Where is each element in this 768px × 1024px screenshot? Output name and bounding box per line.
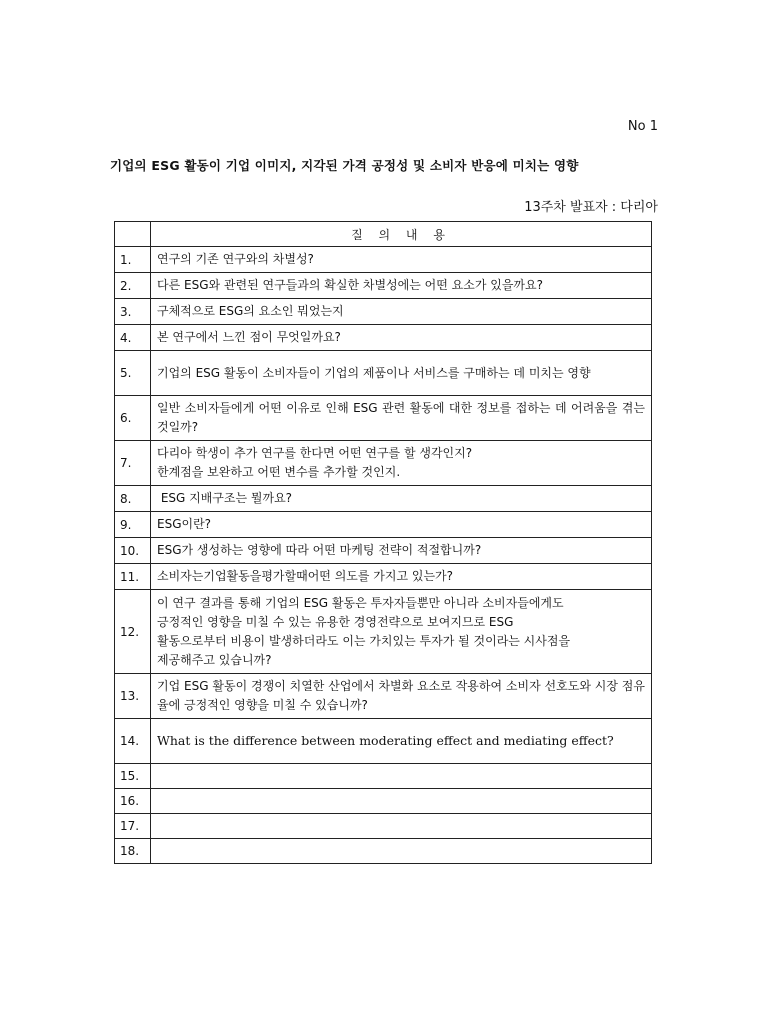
- row-number: 14.: [115, 719, 151, 764]
- number-column-header: [115, 222, 151, 247]
- row-number: 2.: [115, 273, 151, 299]
- row-number: 4.: [115, 325, 151, 351]
- question-text: 다리아 학생이 추가 연구를 한다면 어떤 연구를 할 생각인지? 한계점을 보완하고 어떤 변수를 추가할 것인지.: [151, 441, 652, 486]
- question-text: 기업의 ESG 활동이 소비자들이 기업의 제품이나 서비스를 구매하는 데 미치는 영향: [151, 351, 652, 396]
- table-row: [115, 674, 652, 719]
- table-row: [115, 325, 652, 351]
- question-text: ESG이란?: [151, 512, 652, 538]
- table-row: [115, 590, 652, 674]
- table-row: [115, 351, 652, 396]
- question-column-header: 질 의 내 용: [151, 222, 652, 247]
- row-number: 1.: [115, 247, 151, 273]
- question-text: 다른 ESG와 관련된 연구들과의 확실한 차별성에는 어떤 요소가 있을까요?: [151, 273, 652, 299]
- question-text: 기업 ESG 활동이 경쟁이 치열한 산업에서 차별화 요소로 작용하여 소비자 선호도와 시장 점유율에 긍정적인 영향을 미칠 수 있습니까?: [151, 674, 652, 719]
- row-number: 7.: [115, 441, 151, 486]
- row-number: 9.: [115, 512, 151, 538]
- question-text[interactable]: [151, 814, 652, 839]
- row-number: 6.: [115, 396, 151, 441]
- question-text: 구체적으로 ESG의 요소인 뭐었는지: [151, 299, 652, 325]
- row-number: 13.: [115, 674, 151, 719]
- question-text: ESG 지배구조는 뭘까요?: [151, 486, 652, 512]
- row-number: 18.: [115, 839, 151, 864]
- table-row: [115, 814, 652, 839]
- document-number: No 1: [627, 119, 658, 134]
- question-text: 연구의 기존 연구와의 차별성?: [151, 247, 652, 273]
- question-text: 이 연구 결과를 통해 기업의 ESG 활동은 투자자들뿐만 아니라 소비자들에게도 긍정적인 영향을 미칠 수 있는 유용한 경영전략으로 보여지므로 ESG 활동으로부터 비용이 발생하더라도 이는 가치있는 투자가 될 것이라는 시사점을 제공해주고 있습니까?: [151, 590, 652, 674]
- row-number: 17.: [115, 814, 151, 839]
- question-text: 일반 소비자들에게 어떤 이유로 인해 ESG 관련 활동에 대한 정보를 접하는 데 어려움을 겪는 것일까?: [151, 396, 652, 441]
- table-row: [115, 839, 652, 864]
- table-row: [115, 396, 652, 441]
- question-text: What is the difference between moderating effect and mediating effect?: [151, 719, 652, 764]
- question-text: 본 연구에서 느낀 점이 무엇일까요?: [151, 325, 652, 351]
- table-row: [115, 764, 652, 789]
- question-text[interactable]: [151, 789, 652, 814]
- table-row: [115, 247, 652, 273]
- row-number: 11.: [115, 564, 151, 590]
- table-row: [115, 789, 652, 814]
- presenter-label: 13주차 발표자 : 다리아: [524, 200, 658, 215]
- table-row: [115, 273, 652, 299]
- table-row: [115, 538, 652, 564]
- row-number: 12.: [115, 590, 151, 674]
- row-number: 10.: [115, 538, 151, 564]
- table-row: [115, 564, 652, 590]
- document-title: 기업의 ESG 활동이 기업 이미지, 지각된 가격 공정성 및 소비자 반응에 미치는 영향: [110, 158, 579, 173]
- question-text: ESG가 생성하는 영향에 따라 어떤 마케팅 전략이 적절합니까?: [151, 538, 652, 564]
- table-row: [115, 441, 652, 486]
- question-text[interactable]: [151, 839, 652, 864]
- question-table: [114, 221, 652, 864]
- table-row: [115, 719, 652, 764]
- row-number: 3.: [115, 299, 151, 325]
- question-text[interactable]: [151, 764, 652, 789]
- question-text: 소비자는기업활동을평가할때어떤 의도를 가지고 있는가?: [151, 564, 652, 590]
- row-number: 5.: [115, 351, 151, 396]
- table-row: [115, 486, 652, 512]
- row-number: 8.: [115, 486, 151, 512]
- table-row: [115, 512, 652, 538]
- row-number: 16.: [115, 789, 151, 814]
- table-row: [115, 299, 652, 325]
- row-number: 15.: [115, 764, 151, 789]
